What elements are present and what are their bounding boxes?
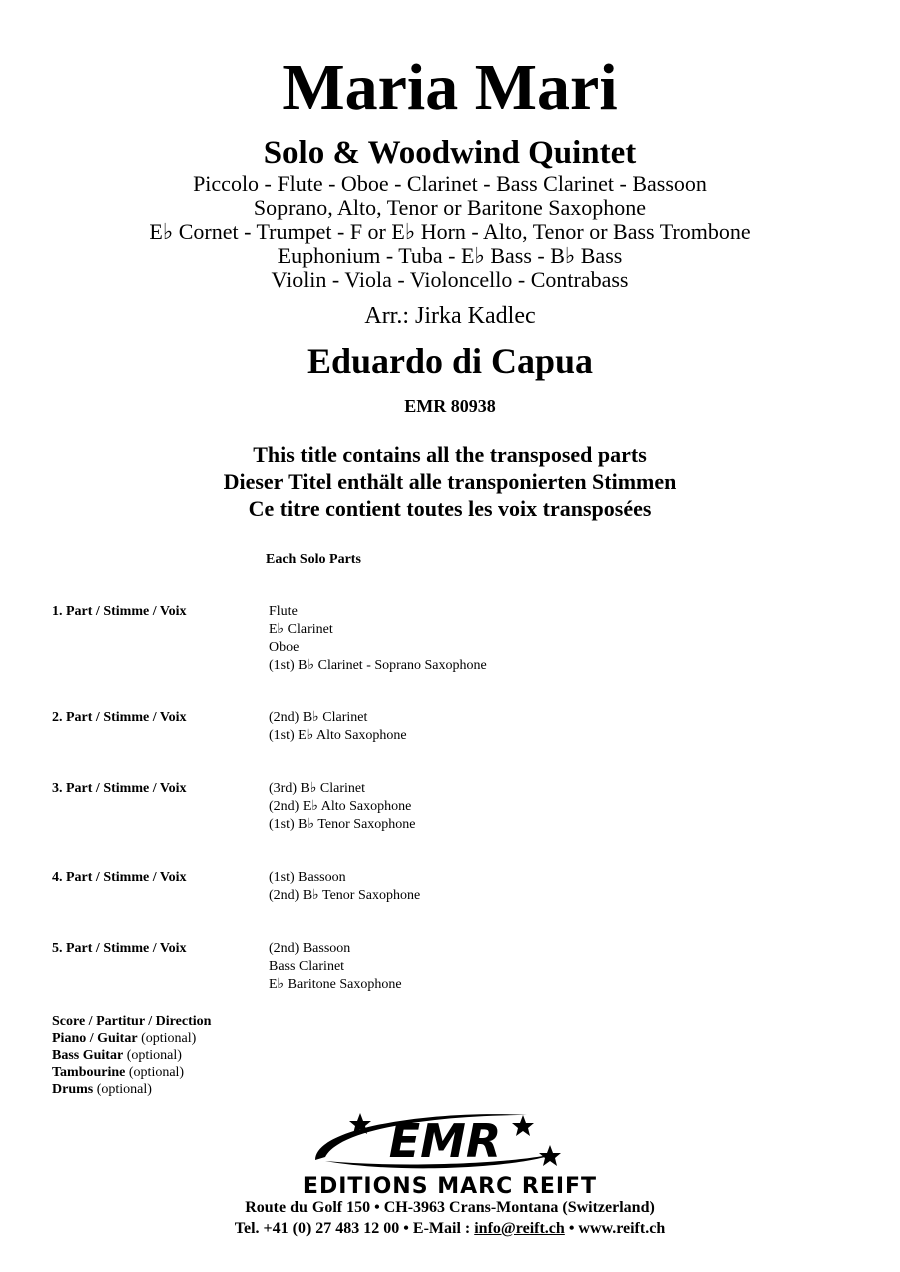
solo-parts-heading: Each Solo Parts [266,552,361,567]
part-instrument: E♭ Baritone Saxophone [269,977,402,992]
extra-part-name: Drums [52,1082,94,1097]
transposition-notice [0,441,900,522]
part-instrument: (3rd) B♭ Clarinet [269,781,366,796]
part-instrument: (1st) B♭ Tenor Saxophone [269,817,416,832]
ensemble-subtitle: Solo & Woodwind Quintet [263,135,637,171]
part-label: 4. Part / Stimme / Voix [52,870,187,885]
part-instrument: Bass Clarinet [269,959,345,974]
extra-part [52,1030,211,1047]
piece-title: Maria Mari [282,51,618,124]
part-label: 5. Part / Stimme / Voix [52,941,187,956]
emr-logo [295,1105,585,1175]
instrument-line: Euphonium - Tuba - E♭ Bass - B♭ Bass [277,243,623,268]
extra-part-note: (optional) [123,1048,182,1063]
extra-part-name: Piano / Guitar [52,1031,138,1046]
extra-part-note: (optional) [93,1082,152,1097]
part-instrument: Flute [269,604,298,619]
contact-website: • www.reift.ch [564,1220,666,1237]
catalog-number: EMR 80938 [404,396,496,416]
part-label: 1. Part / Stimme / Voix [52,604,187,619]
extra-part [52,1047,211,1064]
notice-line: Ce titre contient toutes les voix transposées [248,496,652,521]
part-label: 3. Part / Stimme / Voix [52,781,187,796]
publisher-name: EDITIONS MARC REIFT [302,1174,598,1199]
instrument-line: Soprano, Alto, Tenor or Baritone Saxophone [253,195,647,220]
extra-part [52,1013,211,1030]
star-icon [512,1115,534,1136]
instrument-line: Piccolo - Flute - Oboe - Clarinet - Bass Clarinet - Bassoon [193,171,707,196]
part-instrument: (2nd) B♭ Tenor Saxophone [269,888,421,903]
publisher-contact [0,1219,900,1239]
extra-part-name: Bass Guitar [52,1048,124,1063]
notice-line: Dieser Titel enthält alle transponierten Stimmen [223,469,677,494]
part-instrument: (2nd) Bassoon [269,941,351,956]
extra-parts [52,1013,211,1098]
instrument-line: Violin - Viola - Violoncello - Contrabass [271,267,629,292]
composer: Eduardo di Capua [306,341,594,381]
publisher-address: Route du Golf 150 • CH-3963 Crans-Montana (Switzerland) [245,1199,655,1216]
notice-line: This title contains all the transposed parts [253,442,647,467]
extra-part-note: (optional) [137,1031,197,1046]
instrument-list [0,172,900,292]
extra-part [52,1064,211,1081]
extra-part-name: Score / Partitur / Direction [52,1014,212,1029]
extra-part-name: Tambourine [52,1065,126,1080]
part-instrument: (2nd) E♭ Alto Saxophone [269,799,412,814]
star-icon [539,1145,561,1166]
logo-text: EMR [388,1114,502,1168]
part-instrument: (2nd) B♭ Clarinet [269,710,368,725]
part-instrument: E♭ Clarinet [269,622,333,637]
part-instruments [269,603,487,675]
arranger: Arr.: Jirka Kadlec [364,303,536,329]
part-instrument: (1st) E♭ Alto Saxophone [269,728,407,743]
part-instrument: (1st) Bassoon [269,870,346,885]
extra-part [52,1081,211,1098]
part-instrument: (1st) B♭ Clarinet - Soprano Saxophone [269,658,487,673]
instrument-line: E♭ Cornet - Trumpet - F or E♭ Horn - Alto, Tenor or Bass Trombone [149,219,751,244]
part-label: 2. Part / Stimme / Voix [52,710,187,725]
part-instruments [269,709,407,745]
part-instruments [269,940,402,994]
part-instrument: Oboe [269,640,300,655]
part-instruments [269,869,420,905]
email-link[interactable]: info@reift.ch [474,1220,565,1237]
part-instruments [269,780,416,834]
contact-phone: Tel. +41 (0) 27 483 12 00 • E-Mail : [234,1220,475,1237]
extra-part-note: (optional) [125,1065,185,1080]
